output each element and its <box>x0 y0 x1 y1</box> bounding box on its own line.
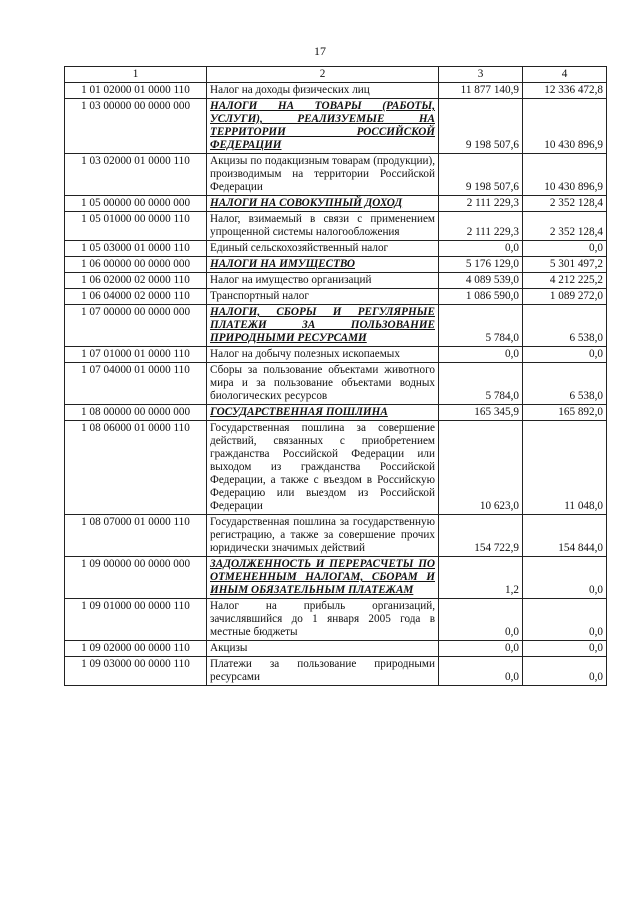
row-name <box>207 405 439 421</box>
row-name-text: НАЛОГИ, СБОРЫ И РЕГУЛЯРНЫЕ ПЛАТЕЖИ ЗА ПОЛЬЗОВАНИЕ ПРИРОДНЫМИ РЕСУРСАМИ <box>210 306 435 344</box>
row-code: 1 09 03000 00 0000 110 <box>65 657 207 686</box>
row-value-col3: 9 198 507,6 <box>439 154 523 196</box>
row-name: Акцизы по подакцизным товарам (продукции), производимым на территории Российской Федерации <box>207 154 439 196</box>
row-value-col3: 0,0 <box>439 641 523 657</box>
row-name <box>207 99 439 154</box>
row-value-col4: 0,0 <box>523 557 607 599</box>
row-name-text: НАЛОГИ НА ТОВАРЫ (РАБОТЫ, УСЛУГИ), РЕАЛИЗУЕМЫЕ НА ТЕРРИТОРИИ РОССИЙСКОЙ ФЕДЕРАЦИИ <box>210 100 435 151</box>
row-name: Сборы за пользование объектами животного мира и за пользование объектами водных биологических ресурсов <box>207 363 439 405</box>
row-code: 1 08 06000 01 0000 110 <box>65 421 207 515</box>
table-body <box>65 83 607 686</box>
table-row <box>65 421 607 515</box>
row-name: Налог на добычу полезных ископаемых <box>207 347 439 363</box>
table-row <box>65 154 607 196</box>
row-value-col3: 2 111 229,3 <box>439 212 523 241</box>
row-name: Государственная пошлина за совершение действий, связанных с приобретением гражданства Российской Федерации или выходом из гражданства Российской Федерации, а также с въездом в Российскую Федерацию или выездом из Российской Федерации <box>207 421 439 515</box>
row-name: Налог на имущество организаций <box>207 273 439 289</box>
page-number: 17 <box>314 44 326 58</box>
column-header: 1 <box>65 67 207 83</box>
table-row <box>65 273 607 289</box>
row-name: Единый сельскохозяйственный налог <box>207 241 439 257</box>
table-row <box>65 347 607 363</box>
table-row <box>65 196 607 212</box>
row-value-col3: 1 086 590,0 <box>439 289 523 305</box>
row-value-col4: 4 212 225,2 <box>523 273 607 289</box>
row-code: 1 09 01000 00 0000 110 <box>65 599 207 641</box>
row-code: 1 05 03000 01 0000 110 <box>65 241 207 257</box>
table-row <box>65 657 607 686</box>
row-value-col3: 0,0 <box>439 347 523 363</box>
table-row <box>65 99 607 154</box>
table-row <box>65 405 607 421</box>
row-name-text: НАЛОГИ НА ИМУЩЕСТВО <box>210 258 355 270</box>
row-name <box>207 557 439 599</box>
row-code: 1 06 04000 02 0000 110 <box>65 289 207 305</box>
row-value-col3: 11 877 140,9 <box>439 83 523 99</box>
table-row <box>65 212 607 241</box>
row-name: Платежи за пользование природными ресурсами <box>207 657 439 686</box>
row-code: 1 07 00000 00 0000 000 <box>65 305 207 347</box>
revenue-table <box>64 66 607 686</box>
row-code: 1 06 02000 02 0000 110 <box>65 273 207 289</box>
row-code: 1 05 01000 00 0000 110 <box>65 212 207 241</box>
row-code: 1 06 00000 00 0000 000 <box>65 257 207 273</box>
row-name: Налог на доходы физических лиц <box>207 83 439 99</box>
row-name-text: НАЛОГИ НА СОВОКУПНЫЙ ДОХОД <box>210 197 403 209</box>
row-value-col3: 10 623,0 <box>439 421 523 515</box>
row-code: 1 05 00000 00 0000 000 <box>65 196 207 212</box>
row-value-col3: 5 784,0 <box>439 305 523 347</box>
row-value-col3: 165 345,9 <box>439 405 523 421</box>
row-name-text: ГОСУДАРСТВЕННАЯ ПОШЛИНА <box>210 406 388 418</box>
row-value-col4: 2 352 128,4 <box>523 196 607 212</box>
table-row <box>65 305 607 347</box>
row-value-col3: 0,0 <box>439 657 523 686</box>
row-name <box>207 196 439 212</box>
row-value-col3: 1,2 <box>439 557 523 599</box>
table-row <box>65 515 607 557</box>
row-value-col4: 11 048,0 <box>523 421 607 515</box>
row-code: 1 09 00000 00 0000 000 <box>65 557 207 599</box>
row-value-col4: 0,0 <box>523 241 607 257</box>
table-row <box>65 257 607 273</box>
row-code: 1 03 00000 00 0000 000 <box>65 99 207 154</box>
row-value-col4: 1 089 272,0 <box>523 289 607 305</box>
row-name: Налог, взимаемый в связи с применением упрощенной системы налогообложения <box>207 212 439 241</box>
row-value-col4: 10 430 896,9 <box>523 99 607 154</box>
row-value-col4: 165 892,0 <box>523 405 607 421</box>
row-code: 1 01 02000 01 0000 110 <box>65 83 207 99</box>
row-code: 1 08 00000 00 0000 000 <box>65 405 207 421</box>
row-value-col3: 4 089 539,0 <box>439 273 523 289</box>
row-code: 1 07 04000 01 0000 110 <box>65 363 207 405</box>
column-header: 3 <box>439 67 523 83</box>
column-header: 2 <box>207 67 439 83</box>
row-value-col4: 6 538,0 <box>523 363 607 405</box>
row-value-col4: 154 844,0 <box>523 515 607 557</box>
column-header: 4 <box>523 67 607 83</box>
row-value-col4: 0,0 <box>523 599 607 641</box>
row-code: 1 09 02000 00 0000 110 <box>65 641 207 657</box>
row-value-col3: 5 176 129,0 <box>439 257 523 273</box>
row-value-col4: 0,0 <box>523 347 607 363</box>
row-value-col3: 5 784,0 <box>439 363 523 405</box>
row-name-text: ЗАДОЛЖЕННОСТЬ И ПЕРЕРАСЧЕТЫ ПО ОТМЕНЕННЫМ НАЛОГАМ, СБОРАМ И ИНЫМ ОБЯЗАТЕЛЬНЫМ ПЛАТЕЖАМ <box>210 558 435 596</box>
row-value-col4: 2 352 128,4 <box>523 212 607 241</box>
table-row <box>65 641 607 657</box>
row-value-col3: 0,0 <box>439 599 523 641</box>
row-name: Государственная пошлина за государственную регистрацию, а также за совершение прочих юридически значимых действий <box>207 515 439 557</box>
row-value-col4: 10 430 896,9 <box>523 154 607 196</box>
row-name <box>207 305 439 347</box>
table-row <box>65 289 607 305</box>
row-value-col3: 154 722,9 <box>439 515 523 557</box>
row-name: Транспортный налог <box>207 289 439 305</box>
row-code: 1 03 02000 01 0000 110 <box>65 154 207 196</box>
row-value-col4: 5 301 497,2 <box>523 257 607 273</box>
row-value-col3: 9 198 507,6 <box>439 99 523 154</box>
row-name: Акцизы <box>207 641 439 657</box>
row-name: Налог на прибыль организаций, зачислявшийся до 1 января 2005 года в местные бюджеты <box>207 599 439 641</box>
table-row <box>65 241 607 257</box>
table-row <box>65 599 607 641</box>
row-value-col4: 0,0 <box>523 657 607 686</box>
row-code: 1 08 07000 01 0000 110 <box>65 515 207 557</box>
table-row <box>65 363 607 405</box>
row-value-col3: 2 111 229,3 <box>439 196 523 212</box>
row-value-col4: 12 336 472,8 <box>523 83 607 99</box>
row-value-col4: 0,0 <box>523 641 607 657</box>
row-code: 1 07 01000 01 0000 110 <box>65 347 207 363</box>
row-name <box>207 257 439 273</box>
table-header-row <box>65 67 607 83</box>
table-row <box>65 557 607 599</box>
row-value-col4: 6 538,0 <box>523 305 607 347</box>
row-value-col3: 0,0 <box>439 241 523 257</box>
table-row <box>65 83 607 99</box>
